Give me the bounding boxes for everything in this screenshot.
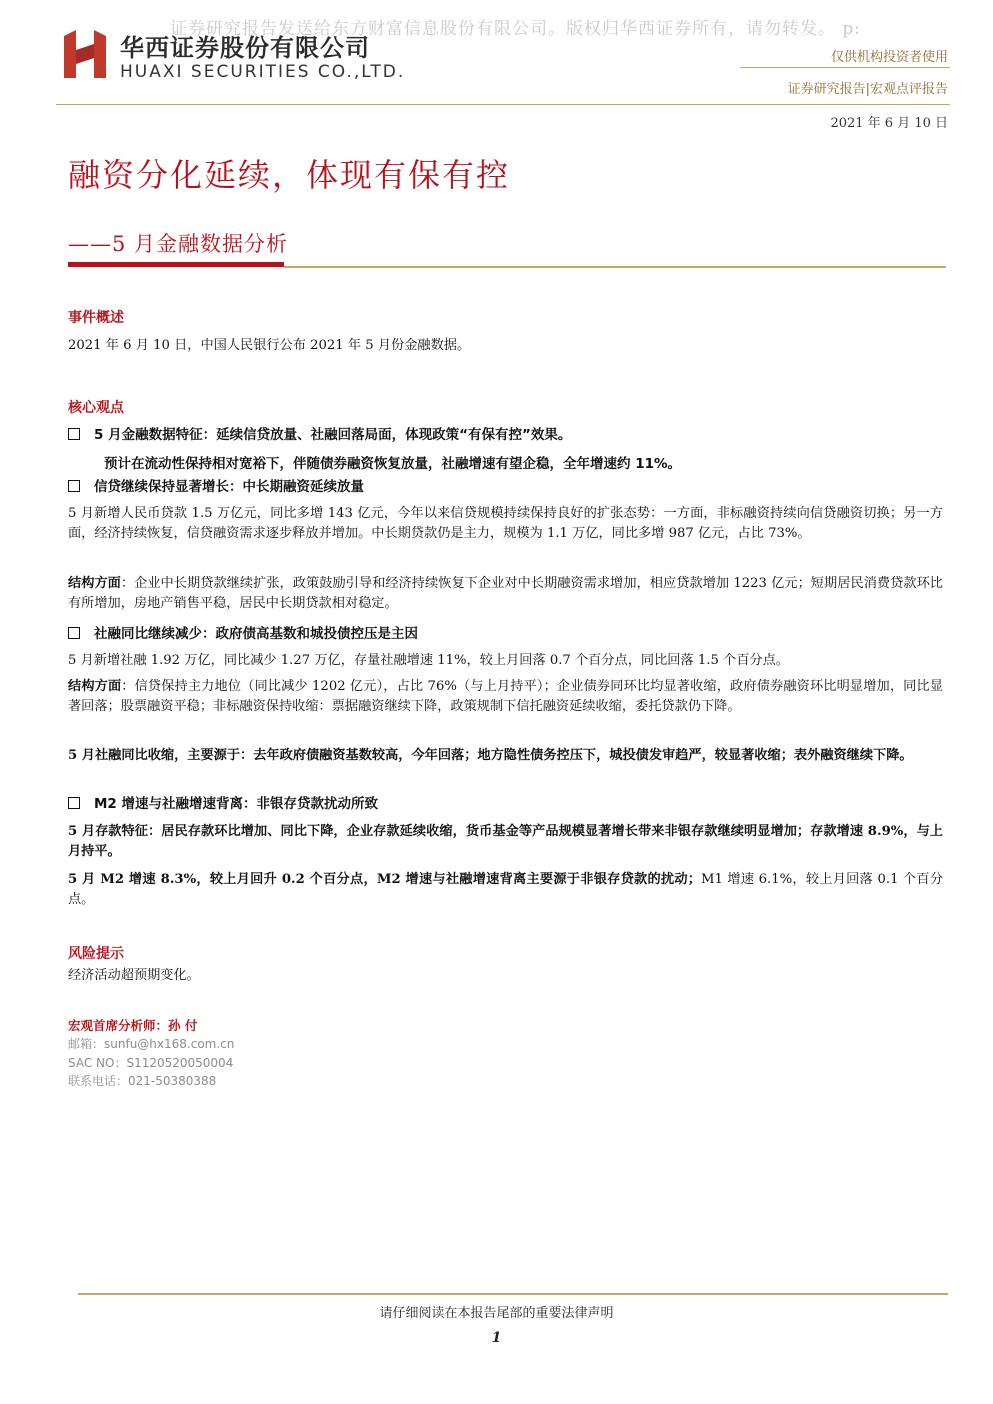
checkbox-bullet-icon [68,428,80,440]
report-type: 证券研究报告|宏观点评报告 [787,82,948,97]
m2-bold-text: 5 月 M2 增速 8.3%，较上月回升 0.2 个百分点，M2 增速与社融增速背离主要源于非银存贷款的扰动； [68,872,701,887]
bullet-text: 信贷继续保持显著增长：中长期融资延续放量 [94,479,364,495]
event-text: 2021 年 6 月 10 日，中国人民银行公布 2021 年 5 月份金融数据。 [68,338,471,353]
bullet-text: M2 增速与社融增速背离：非银存贷款扰动所致 [94,796,379,812]
bullet-credit [68,477,943,497]
structure-label: 结构方面 [68,679,122,694]
analyst-title: 宏观首席分析师：孙 付 [68,1018,198,1033]
report-title: 融资分化延续，体现有保有控 [68,156,511,194]
checkbox-bullet-icon [68,627,80,639]
analyst-email: 邮箱：sunfu@hx168.com.cn [68,1037,235,1051]
company-name-cn: 华西证券股份有限公司 [120,34,370,62]
risk-text: 经济活动超预期变化。 [68,968,200,983]
structure-text: ：企业中长期贷款继续扩张，政策鼓励引导和经济持续恢复下企业对中长期融资需求增加，相应贷款增加 1223 亿元；短期居民消费贷款环比有所增加，房地产销售平稳，居民中长期贷款相对稳定。 [68,576,943,611]
company-name-en: HUAXI SECURITIES CO.,LTD. [120,62,406,82]
bullet-text: 5 月金融数据特征：延续信贷放量、社融回落局面，体现政策“有保有控”效果。 [94,427,572,443]
header-rule [56,104,950,105]
analyst-sac: SAC NO：S1120520050004 [68,1056,234,1070]
report-date: 2021 年 6 月 10 日 [830,116,948,131]
risk-heading: 风险提示 [68,946,124,962]
footer-rule [78,1293,948,1295]
page-number: 1 [491,1330,502,1346]
title-rule [284,266,946,268]
checkbox-bullet-icon [68,480,80,492]
bullet-financial-data [68,425,943,445]
report-subtitle: ——5 月金融数据分析 [68,232,289,256]
credit-structure [68,574,943,614]
header-divider [740,67,950,68]
credit-paragraph: 5 月新增人民币贷款 1.5 万亿元，同比多增 143 亿元，今年以来信贷规模持续保持良好的扩张态势：一方面，非标融资持续向信贷融资切换；另一方面，经济持续恢复，信贷融资需求逐步释放并增加。中长期贷款仍是主力，规模为 1.1 万亿，同比多增 987 亿元，占比 73%。 [68,506,943,541]
huaxi-logo-icon [62,28,108,80]
structure-text: ：信贷保持主力地位（同比减少 1202 亿元），占比 76%（与上月持平）；企业债券同环比均显著收缩，政府债券融资环比明显增加，同比显著回落；股票融资平稳；非标融资保持收缩：票据融资继续下降，政策规制下信托融资延续收缩，委托贷款仍下降。 [68,679,944,714]
core-heading: 核心观点 [68,400,124,416]
bullet-m2 [68,794,943,814]
title-accent-bar [68,262,284,267]
bullet-text: 社融同比继续减少：政府债高基数和城投债控压是主因 [94,626,418,642]
checkbox-bullet-icon [68,797,80,809]
watermark: 证券研究报告发送给东方财富信息股份有限公司。版权归华西证券所有，请勿转发。 p: [170,19,862,39]
structure-label: 结构方面 [68,576,121,591]
bullet-forecast: 预计在流动性保持相对宽裕下，伴随债券融资恢复放量，社融增速有望企稳，全年增速约 11%。 [104,456,682,472]
m2-paragraph [68,870,943,910]
deposit-summary: 5 月存款特征：居民存款环比增加、同比下降，企业存款延续收缩，货币基金等产品规模显著增长带来非银存款继续明显增加；存款增速 8.9%，与上月持平。 [68,824,943,859]
m2-normal-text: M1 增速 6.1%，较上月回落 0.1 个百分点。 [68,872,944,907]
audience-note: 仅供机构投资者使用 [830,50,948,65]
event-heading: 事件概述 [68,310,124,326]
tsf-structure [68,677,943,717]
tsf-paragraph: 5 月新增社融 1.92 万亿，同比减少 1.27 万亿，存量社融增速 11%，较上月回落 0.7 个百分点，同比回落 1.5 个百分点。 [68,653,789,668]
tsf-summary: 5 月社融同比收缩，主要源于：去年政府债融资基数较高，今年回落；地方隐性债务控压下，城投债发审趋严，较显著收缩；表外融资继续下降。 [68,748,913,763]
analyst-phone: 联系电话：021-50380388 [68,1074,217,1088]
bullet-tsf [68,624,943,644]
legal-notice: 请仔细阅读在本报告尾部的重要法律声明 [379,1306,614,1321]
